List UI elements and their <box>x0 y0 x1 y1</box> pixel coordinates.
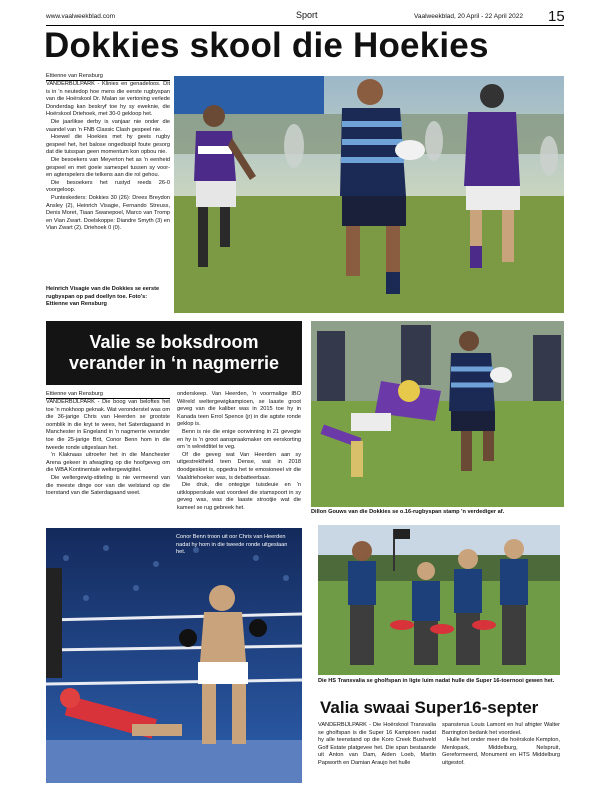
paragraph: Hoewel die Hoekies met hy geeis rugby gespeel het, het balose ongedissipl foute gesorg dat die tuisspan geen momentum kon opbou nie. <box>46 134 170 156</box>
paragraph: Die jaarlikse derby is vanjaar nie onder die vaandel van 'n FNB Classic Clash gespeel nie. <box>46 118 170 133</box>
main-headline: Dokkies skool die Hoekies <box>44 26 489 65</box>
story2-col2 <box>177 391 301 513</box>
headline-line: Valie se boksdroom <box>89 332 259 352</box>
section-label: Sport <box>296 10 318 20</box>
site-url: www.vaalweekblad.com <box>46 13 116 20</box>
paragraph: VANDERBIJLPARK - Klinies en genadeloos. Dit is in 'n neutedop hoe mens die eerste rugbyspan van die Hoërskool Dr. Malan se vertoning verlede Donderdag kan beskryf toe hy sy eweknie, die Hoërskool Driehoek, met 30-0 gekloop het. <box>46 81 170 118</box>
story2-headline <box>46 321 302 385</box>
paragraph: Of die geveg wat Van Heerden aan sy uitgestrektheid teen Dense, wat in 2018 doodgeskiet is, opgedra het te emosioneel vir die Vaaldriehoeker was, is debatteerbaar. <box>177 451 301 481</box>
issue-date: Vaalweekblad, 20 April - 22 April 2022 <box>414 13 524 20</box>
golf-photo <box>318 525 560 675</box>
byline: Ettienne van Rensburg <box>46 391 170 399</box>
rugby-photo-main <box>174 76 564 313</box>
paragraph: VANDERBIJLPARK - Die Hoërskool Transvalia se gholfspan is die Super 16 Kampioen nadat hy alle teenstand op die Koro Creek Bushveld Golf Estate platgevee het. Die span bestaande uit Anton van Dam, Aiden Loeb, Martin Papworth en Damian Araujo het hulle <box>318 722 436 766</box>
boxing-photo <box>46 528 302 783</box>
story3-col2 <box>442 722 560 768</box>
page-number: 15 <box>548 8 565 25</box>
paragraph: Die druk, die ontegige tuisdeuie en 'n uitklopperskale wat voordeel die stamspoort in sy geveg was, was die laaste strootjie wat die kameel se rug gebreek het. <box>177 482 301 511</box>
headline-line: verander in ‘n nagmerrie <box>68 353 280 373</box>
paragraph: Die besoekers het rustyd reeds 26-0 voorgeloop. <box>46 179 170 194</box>
paragraph: Die weltergewig-stiteling is nie vermeend van die meeste dinge oor van die welstand op die toerstand van die Saterdagaand weet. <box>46 474 170 497</box>
paragraph: 'n Klaknaas uitroefer het in die Manchester Arena gekeer in afwagting op die hoofgeveg om die WBA Kontinentale weltergewigtitel. <box>46 452 170 474</box>
paragraph: Punteskeders: Dokkies 30 (26): Drees Breydon Ansley (2), Heinrich Visagie, Fernando Streuss, Denis Moret, Tiaan Swanepoel, Marco van Tromp en Vian Zwart. Doelskoppe: Diandre Smyth (3) en Vian Zwart (2). Driehoek 0 (0). <box>46 194 170 232</box>
story3-headline: Valia swaai Super16-septer <box>320 698 539 717</box>
photo-caption: Die HS Transvalia se gholfspan in ligte luim nadat hulle die Super 16-toernooi gewen het. <box>318 678 555 684</box>
paragraph: Die besoekers van Meyerton het as 'n eenheid gespeel en met goeie samespel tussen sy voor- en agterspelers die telkens aan die rol gehou. <box>46 156 170 179</box>
story2-col1 <box>46 399 170 498</box>
photo-caption: Conor Benn troon uit oor Chris van Heerden nadat hy hom in die tweede ronde uitgeslaan het. <box>176 534 288 556</box>
photo-caption: Heinrich Visagie van die Dokkies se eerste rugbyspan op pad doellyn toe. Foto's: Ettienne van Rensburg <box>46 286 160 308</box>
paragraph: spansterus Louis Lamont en hul afrigter Walter Barrington bedank het voordeel. <box>442 722 560 736</box>
paragraph: Hulle het onder meer die hoërskole Kempton, Menlopark, Middelburg, Nelspruit, Gereformeerd, Monument en HTS Middelburg uitgestof. <box>442 737 560 766</box>
paragraph: onderskeep. Van Heerden, 'n voormalige IBO Wêreld weltergewigkampioen, se laaste groot geveg van die kaliber was in 2015 toe hy in Kanada teen Errol Spence (jr) in die agtste ronde geklop is. <box>177 391 301 428</box>
photo-caption: Dillon Gouws van die Dokkies se o.16-rugbyspan stamp 'n verdediger af. <box>311 509 505 515</box>
story1-body <box>46 81 170 233</box>
story3-col1 <box>318 722 436 768</box>
paragraph: Benn is nie die enige oorwinning in 21 gevegte en hy is 'n groot aanspraakmaker om eerskorting om 'n wêreldtitel te veg. <box>177 428 301 451</box>
rugby-photo-tackle <box>311 321 564 507</box>
paragraph: VANDERBIJLPARK - Die boog van beloftes het toe 'n mokhoop geknak. Wat veronderstel was om die 36-jarige Chris van Heerden se grootste oomblik in die kryt te wees, het Saterdagaand in Manchester in Engeland in 'n nagmerrie verander toe die 25-jarige Brit, Conor Benn hom in die tweede ronde uitgeslaan het. <box>46 399 170 451</box>
byline: Ettienne van Rensburg <box>46 73 170 81</box>
